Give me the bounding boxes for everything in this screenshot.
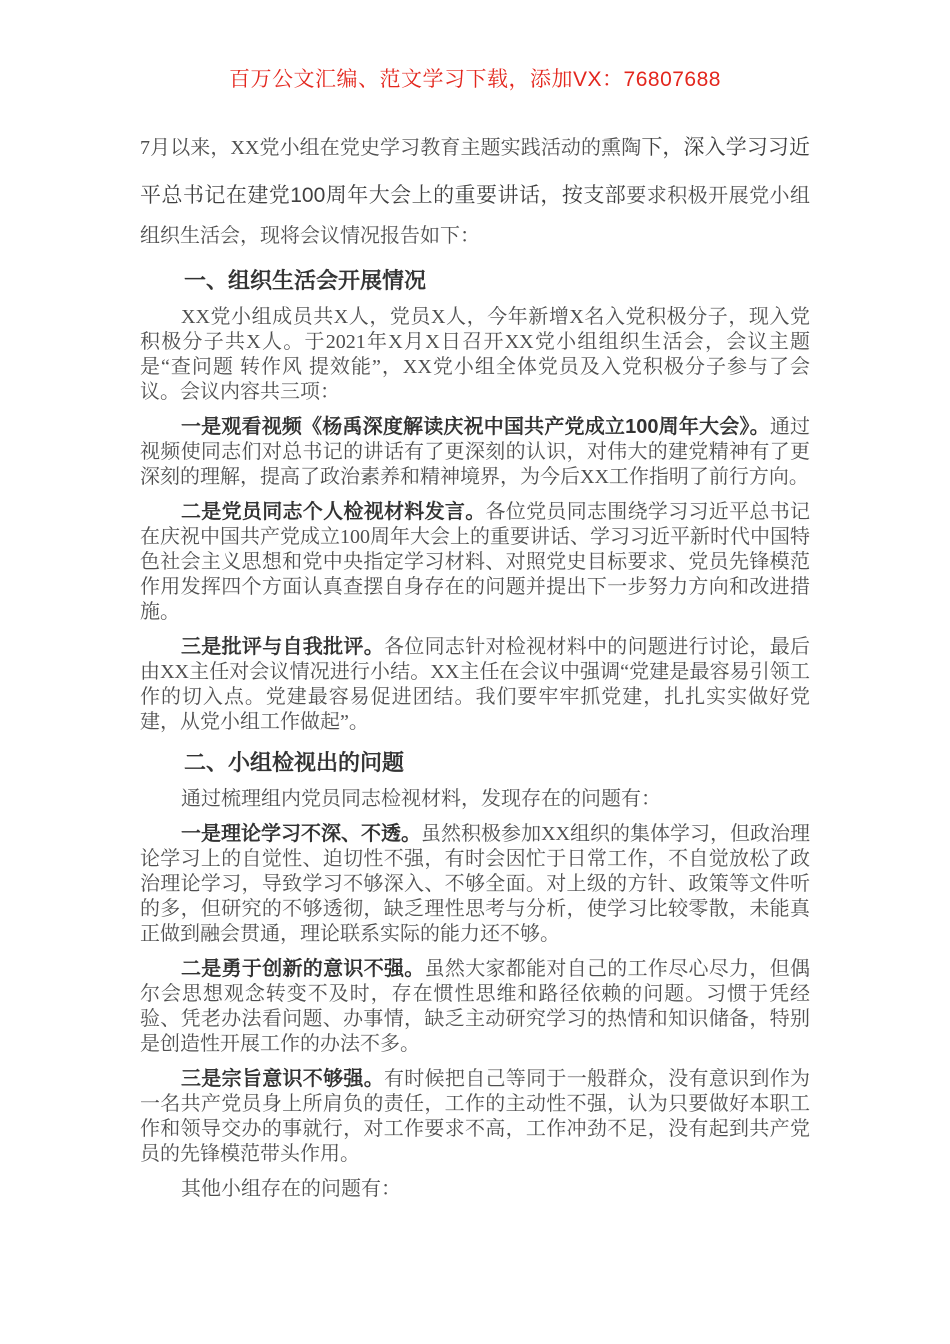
text-run-serif: 通过梳理组内党员同志检视材料，发现存在的问题有： bbox=[181, 788, 661, 810]
text-run-serif: 7月以来，XX党小组在党史学习教育主题实践活动的熏陶 bbox=[140, 137, 642, 159]
paragraph bbox=[140, 124, 810, 253]
text-run-bold: 一是观看视频《杨禹深度解读庆祝中国共产党成立100周年大会》。 bbox=[181, 416, 770, 438]
section-heading: 一、组织生活会开展情况 bbox=[184, 268, 427, 293]
text-run-bold: 二是勇于创新的意识不强。 bbox=[181, 958, 425, 980]
text-run-bold: 三是宗旨意识不够强。 bbox=[181, 1068, 384, 1090]
text-run-serif: 虽然大家都能对自己的工作尽心尽力，但偶尔会思想观念转变不及时，存在惯性思维和路径依赖的问题。习惯于凭经验、凭老办法看问题、办事情，缺乏主动研究学习的热情和知识储备，特别是创造性开展工作的办法不多。 bbox=[140, 958, 811, 1055]
paragraph bbox=[140, 635, 810, 735]
text-run-serif: XX党小组成员共X人，党员X人，今年新增X名入党积极分子，现入党积极分子共X人。于2021年X月X日召开XX党小组组织生活会，会议主题是“查问题 转作风 提效能”，XX党小组全体党员及入党积极分子参与了会议。会议内容共三项： bbox=[140, 306, 810, 403]
paragraph bbox=[140, 305, 810, 405]
paragraph bbox=[140, 415, 810, 490]
document-body bbox=[140, 124, 810, 1202]
text-run-bold: 三是批评与自我批评。 bbox=[181, 636, 384, 658]
paragraph bbox=[140, 822, 810, 947]
section-heading: 二、小组检视出的问题 bbox=[184, 750, 405, 775]
text-run-bold: 一是理论学习不深、不透。 bbox=[181, 823, 422, 845]
text-run-serif: 各位党员同志围绕学习习近平总书记在庆祝中国共产党成立100周年大会上的重要讲话、学习习近平新时代中国特色社会主义思想和党中央指定学习材料、对照党史目标要求、党员先锋模范作用发挥四个方面认真查摆自身存在的问题并提出下一步努力方向和改进措施。 bbox=[140, 501, 810, 623]
text-run-sans: 下，深入学习习近平总书记在建党100周年大会上的重要讲话，按支部 bbox=[140, 136, 811, 207]
paragraph bbox=[140, 957, 810, 1057]
paragraph bbox=[140, 1067, 810, 1167]
text-run-serif: 虽然积极参加XX组织的集体学习，但政治理论学习上的自觉性、迫切性不强，有时会因忙于日常工作，不自觉放松了政治理论学习，导致学习不够深入、不够全面。对上级的方针、政策等文件听的多，但研究的不够透彻，缺乏理性思考与分析，使学习比较零散，未能真正做到融会贯通，理论联系实际的能力还不够。 bbox=[140, 823, 810, 945]
paragraph bbox=[140, 1177, 810, 1202]
text-run-serif: 有时候把自己等同于一般群众，没有意识到作为一名共产党员身上所肩负的责任，工作的主动性不强，认为只要做好本职工作和领导交办的事就行，对工作要求不高，工作冲劲不足，没有起到共产党员的先锋模范带头作用。 bbox=[140, 1068, 810, 1165]
text-run-serif: 通过视频使同志们对总书记的讲话有了更深刻的认识，对伟大的建党精神有了更深刻的理解，提高了政治素养和精神境界，为今后XX工作指明了前行方向。 bbox=[140, 416, 810, 488]
text-run-bold: 二是党员同志个人检视材料发言。 bbox=[181, 501, 486, 523]
paragraph bbox=[140, 500, 810, 625]
text-run-serif: 各位同志针对检视材料中的问题进行讨论，最后由XX主任对会议情况进行小结。XX主任在会议中强调“党建是最容易引领工作的切入点。党建最容易促进团结。我们要牢牢抓党建，扎扎实实做好党建，从党小组工作做起”。 bbox=[140, 636, 810, 733]
paragraph bbox=[140, 787, 810, 812]
promo-banner-text: 百万公文汇编、范文学习下载，添加VX：76807688 bbox=[229, 68, 721, 91]
text-run-serif: 要求积极开展党小组组织生活会，现将会议情况报告如下： bbox=[140, 185, 811, 247]
text-run-serif: 其他小组存在的问题有： bbox=[181, 1178, 401, 1200]
